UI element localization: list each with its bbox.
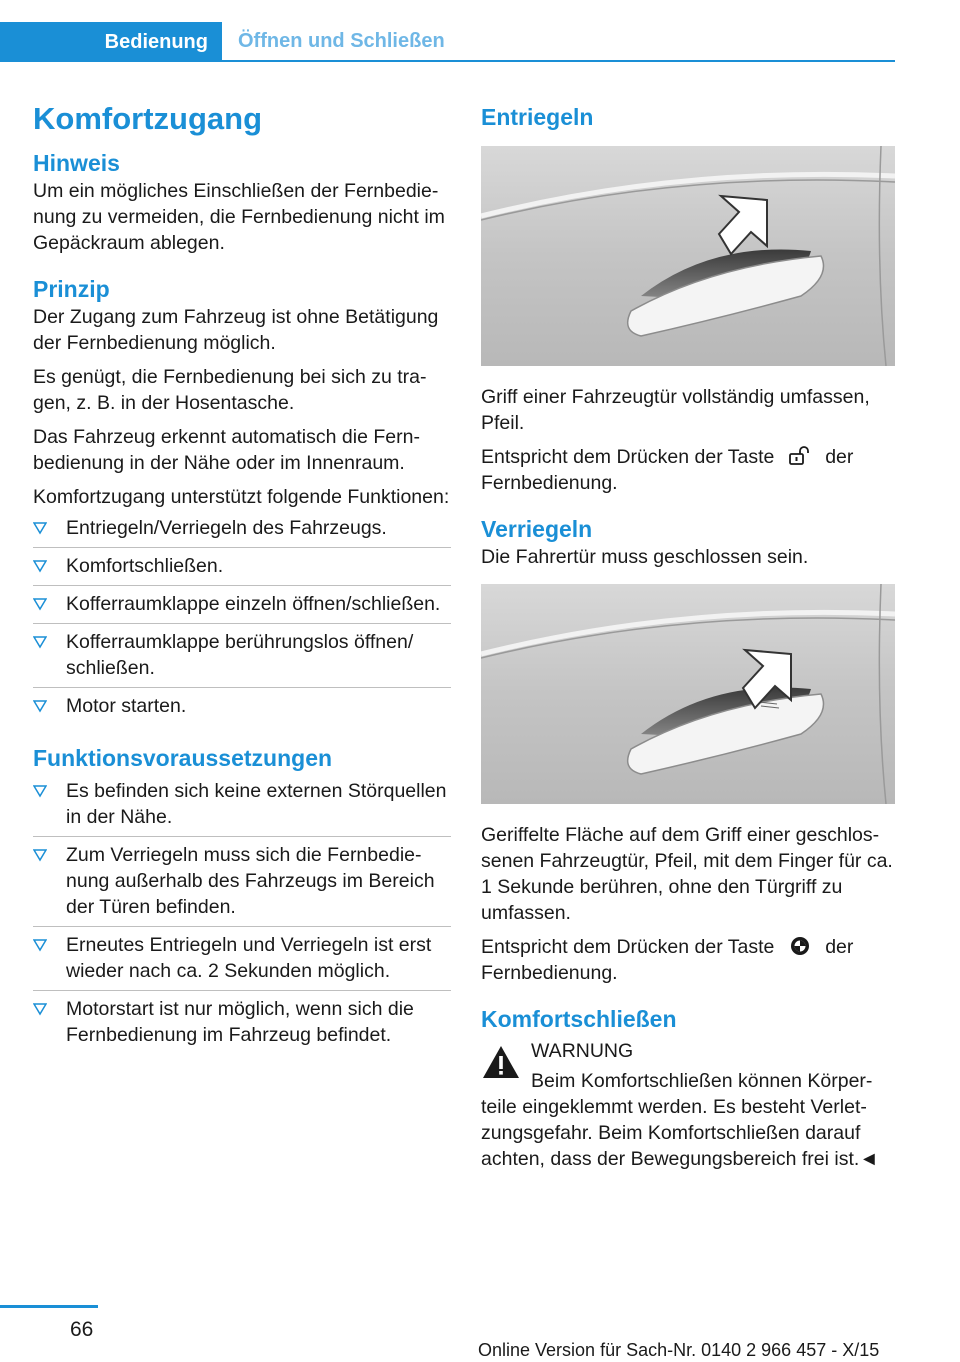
page-title: Komfortzugang — [33, 101, 263, 136]
list-item-text: Komfortschließen. — [66, 555, 224, 577]
verriegeln-intro: Die Fahrertür muss geschlossen sein. — [481, 546, 809, 568]
chapter-tab-bar — [0, 22, 895, 62]
prinzip-paragraph: Der Zugang zum Fahrzeug ist ohne Betätigung der Fernbedienung möglich. — [33, 306, 439, 354]
prinzip-paragraph: Es genügt, die Fernbedienung bei sich zu tragen, z. B. in der Hosentasche. — [33, 366, 427, 414]
list-item — [33, 837, 451, 927]
triangle-bullet-icon — [33, 594, 47, 612]
online-version-note: Online Version für Sach-Nr. 0140 2 966 457 - X/15 — [478, 1340, 880, 1360]
entriegeln-heading: Entriegeln — [481, 104, 594, 130]
entriegeln-key-text — [481, 444, 895, 496]
triangle-bullet-icon — [33, 518, 47, 536]
list-item — [33, 586, 451, 624]
list-item-text: Kofferraumklappe einzeln öffnen/schließen. — [66, 593, 441, 615]
warning-triangle-icon — [481, 1044, 521, 1080]
list-item-text: Motorstart ist nur möglich, wenn sich die Fernbedienung im Fahrzeug befindet. — [66, 998, 414, 1046]
list-item — [33, 927, 451, 991]
entriegeln-caption: Griff einer Fahrzeugtür vollständig umfassen, Pfeil. — [481, 386, 870, 434]
list-item — [33, 773, 451, 837]
warning-block — [481, 1038, 895, 1172]
list-item — [33, 624, 451, 688]
left-column — [33, 100, 451, 1054]
page-number: 66 — [70, 1318, 94, 1341]
list-item — [33, 510, 451, 548]
triangle-bullet-icon — [33, 781, 47, 799]
warning-text: Beim Komfortschließen können Körperteile eingeklemmt werden. Es besteht Verletzungsgefahr. Beim Komfortschließen darauf achten, dass der Bewegungsbereich frei ist.◄ — [481, 1070, 879, 1170]
door-handle-unlock-illustration — [481, 146, 895, 366]
triangle-bullet-icon — [33, 845, 47, 863]
hinweis-text: Um ein mögliches Einschließen der Fernbedienung zu vermeiden, die Fernbedienung nicht im Gepäckraum ablegen. — [33, 180, 445, 254]
list-item-text: Es befinden sich keine externen Störquellen in der Nähe. — [66, 780, 447, 828]
bmw-logo-icon — [786, 935, 814, 957]
key-text-after: der Fernbedienung. — [481, 936, 854, 984]
list-item-text: Entriegeln/Verriegeln des Fahrzeugs. — [66, 517, 387, 539]
tab-bedienung[interactable]: Bedienung — [0, 22, 222, 62]
right-column — [481, 100, 895, 1172]
triangle-bullet-icon — [33, 935, 47, 953]
list-item-text: Motor starten. — [66, 695, 187, 717]
unlock-icon — [786, 445, 814, 467]
list-item — [33, 991, 451, 1054]
door-handle-lock-illustration — [481, 584, 895, 804]
key-text-before: Entspricht dem Drücken der Taste — [481, 936, 775, 958]
triangle-bullet-icon — [33, 632, 47, 650]
hinweis-heading: Hinweis — [33, 150, 120, 176]
list-item — [33, 548, 451, 586]
verriegeln-caption: Geriffelte Fläche auf dem Griff einer geschlossenen Fahrzeugtür, Pfeil, mit dem Finger für ca. 1 Sekunde berühren, ohne den Türgriff zu umfassen. — [481, 824, 893, 924]
triangle-bullet-icon — [33, 999, 47, 1017]
funktionsvoraussetzungen-heading: Funktionsvoraussetzungen — [33, 745, 333, 771]
verriegeln-key-text — [481, 934, 895, 986]
list-item — [33, 688, 451, 725]
tab-oeffnen-schliessen[interactable]: Öffnen und Schließen — [222, 22, 895, 62]
prinzip-heading: Prinzip — [33, 276, 110, 302]
warning-title: WARNUNG — [531, 1040, 634, 1062]
key-text-before: Entspricht dem Drücken der Taste — [481, 446, 775, 468]
list-item-text: Erneutes Entriegeln und Verriegeln ist erst wieder nach ca. 2 Sekunden möglich. — [66, 934, 432, 982]
triangle-bullet-icon — [33, 696, 47, 714]
komfortschliessen-heading: Komfortschließen — [481, 1006, 677, 1032]
function-list — [33, 510, 451, 725]
triangle-bullet-icon — [33, 556, 47, 574]
requirements-list — [33, 773, 451, 1054]
verriegeln-heading: Verriegeln — [481, 516, 593, 542]
list-item-text: Kofferraumklappe berührungslos öffnen/ schließen. — [66, 631, 414, 679]
prinzip-paragraph: Das Fahrzeug erkennt automatisch die Fernbedienung in der Nähe oder im Innenraum. — [33, 426, 420, 474]
list-item-text: Zum Verriegeln muss sich die Fernbedienung außerhalb des Fahrzeugs im Bereich der Türen befinden. — [66, 844, 435, 918]
footer-rule — [0, 1305, 98, 1308]
prinzip-paragraph: Komfortzugang unterstützt folgende Funktionen: — [33, 486, 450, 508]
key-text-after: der Fernbedienung. — [481, 446, 854, 494]
